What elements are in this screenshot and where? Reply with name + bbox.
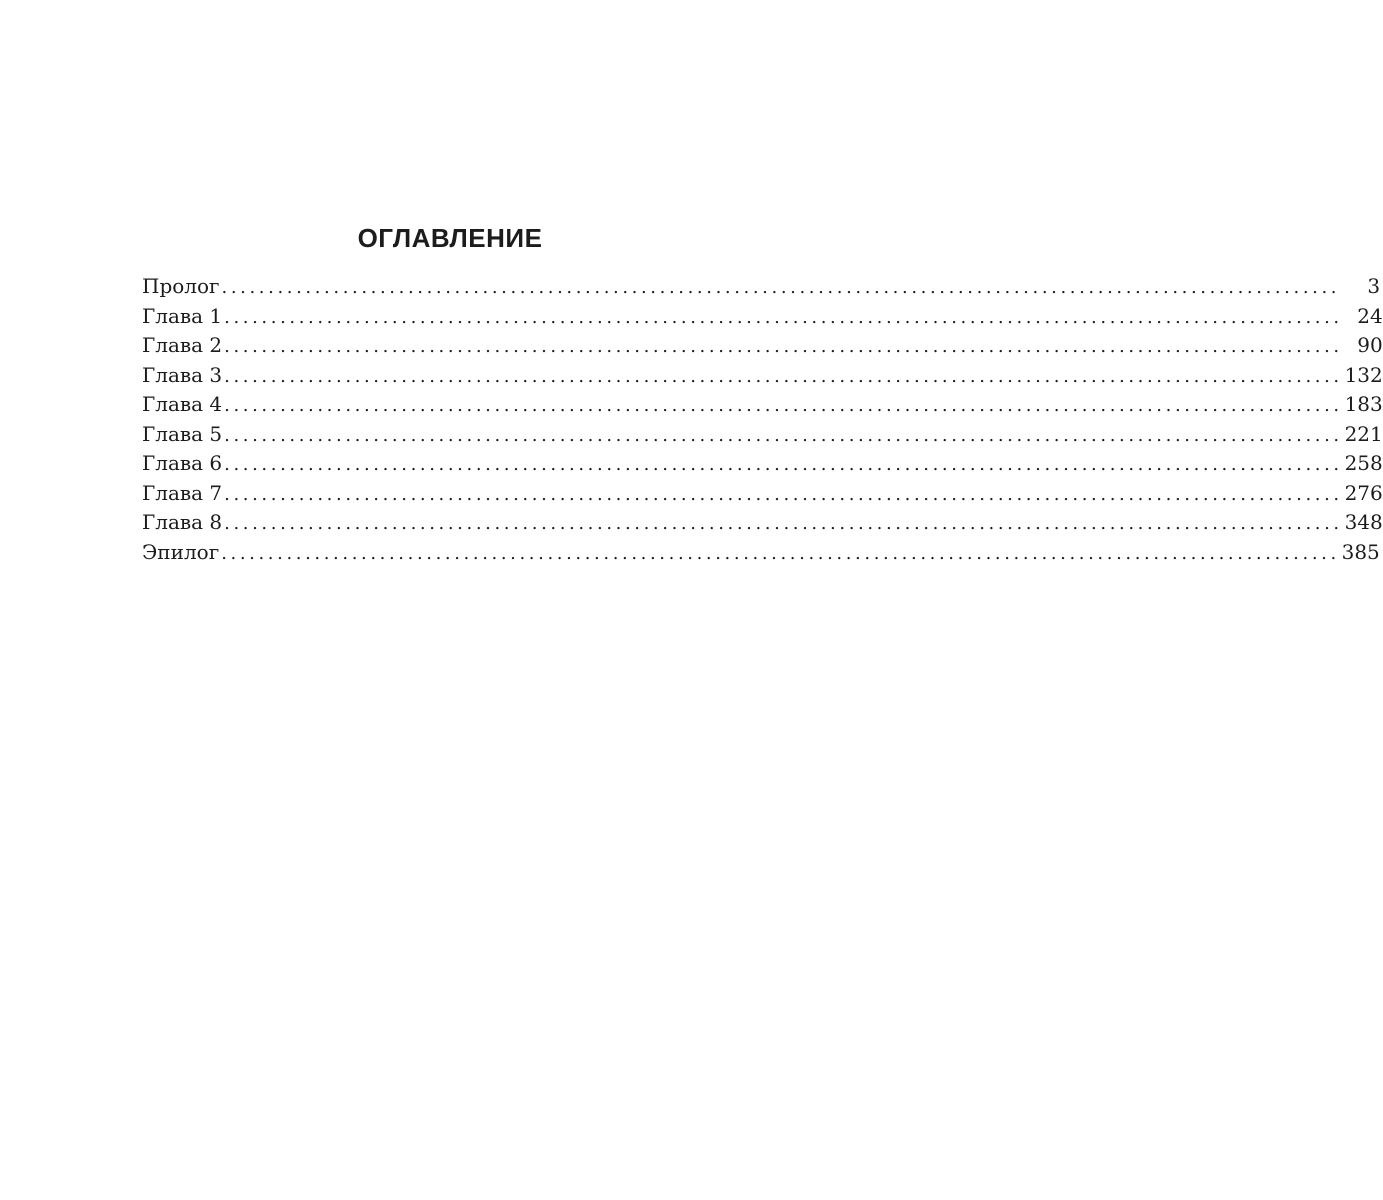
dot-leader: ........................................................................................................................ bbox=[224, 365, 1343, 387]
toc-entry-chapter-8 bbox=[142, 508, 1383, 538]
toc-entry-label: Глава 4 bbox=[142, 392, 223, 416]
toc-entry-page: 90 bbox=[1357, 333, 1383, 357]
toc-entry-page: 276 bbox=[1344, 480, 1383, 505]
dot-leader: ........................................................................................................................ bbox=[224, 424, 1343, 446]
toc-entry-page: 132 bbox=[1344, 362, 1383, 387]
toc-entry-page: 3 bbox=[1367, 274, 1381, 298]
toc-list bbox=[142, 272, 1383, 567]
dot-leader: ........................................................................................................................ bbox=[221, 277, 1341, 298]
dot-leader: ........................................................................................................................ bbox=[224, 336, 1343, 357]
dot-leader: ........................................................................................................................ bbox=[224, 513, 1343, 534]
toc-entry-chapter-4 bbox=[142, 390, 1383, 420]
toc-entry-label: Глава 1 bbox=[142, 303, 223, 328]
toc-entry-page: 258 bbox=[1344, 451, 1383, 475]
dot-leader: ........................................................................................................................ bbox=[224, 306, 1343, 328]
toc-entry-label: Глава 7 bbox=[142, 480, 223, 505]
toc-entry-chapter-2 bbox=[142, 331, 1383, 361]
toc-entry-chapter-3 bbox=[142, 361, 1383, 391]
toc-entry-label: Глава 2 bbox=[142, 333, 223, 357]
toc-entry-page: 24 bbox=[1357, 303, 1383, 328]
toc-entry-label: Пролог bbox=[142, 274, 220, 298]
toc-entry-label: Эпилог bbox=[142, 539, 220, 564]
toc-entry-page: 385 bbox=[1341, 539, 1380, 564]
toc-entry-prologue bbox=[142, 272, 1381, 302]
toc-entry-page: 183 bbox=[1344, 392, 1383, 416]
dot-leader: ........................................................................................................................ bbox=[221, 542, 1340, 564]
toc-entry-page: 348 bbox=[1344, 510, 1383, 534]
toc-entry-chapter-7 bbox=[142, 479, 1383, 509]
toc-entry-label: Глава 8 bbox=[142, 510, 223, 534]
toc-entry-label: Глава 6 bbox=[142, 451, 223, 475]
toc-entry-page: 221 bbox=[1344, 421, 1383, 446]
toc-entry-chapter-6 bbox=[142, 449, 1383, 479]
dot-leader: ........................................................................................................................ bbox=[224, 483, 1343, 505]
toc-entry-label: Глава 5 bbox=[142, 421, 223, 446]
dot-leader: ........................................................................................................................ bbox=[224, 454, 1343, 475]
toc-entry-epilogue bbox=[142, 538, 1380, 568]
toc-entry-label: Глава 3 bbox=[142, 362, 223, 387]
dot-leader: ........................................................................................................................ bbox=[224, 395, 1343, 416]
toc-entry-chapter-1 bbox=[142, 302, 1383, 332]
toc-title: ОГЛАВЛЕНИЕ bbox=[357, 223, 543, 253]
toc-entry-chapter-5 bbox=[142, 420, 1383, 450]
